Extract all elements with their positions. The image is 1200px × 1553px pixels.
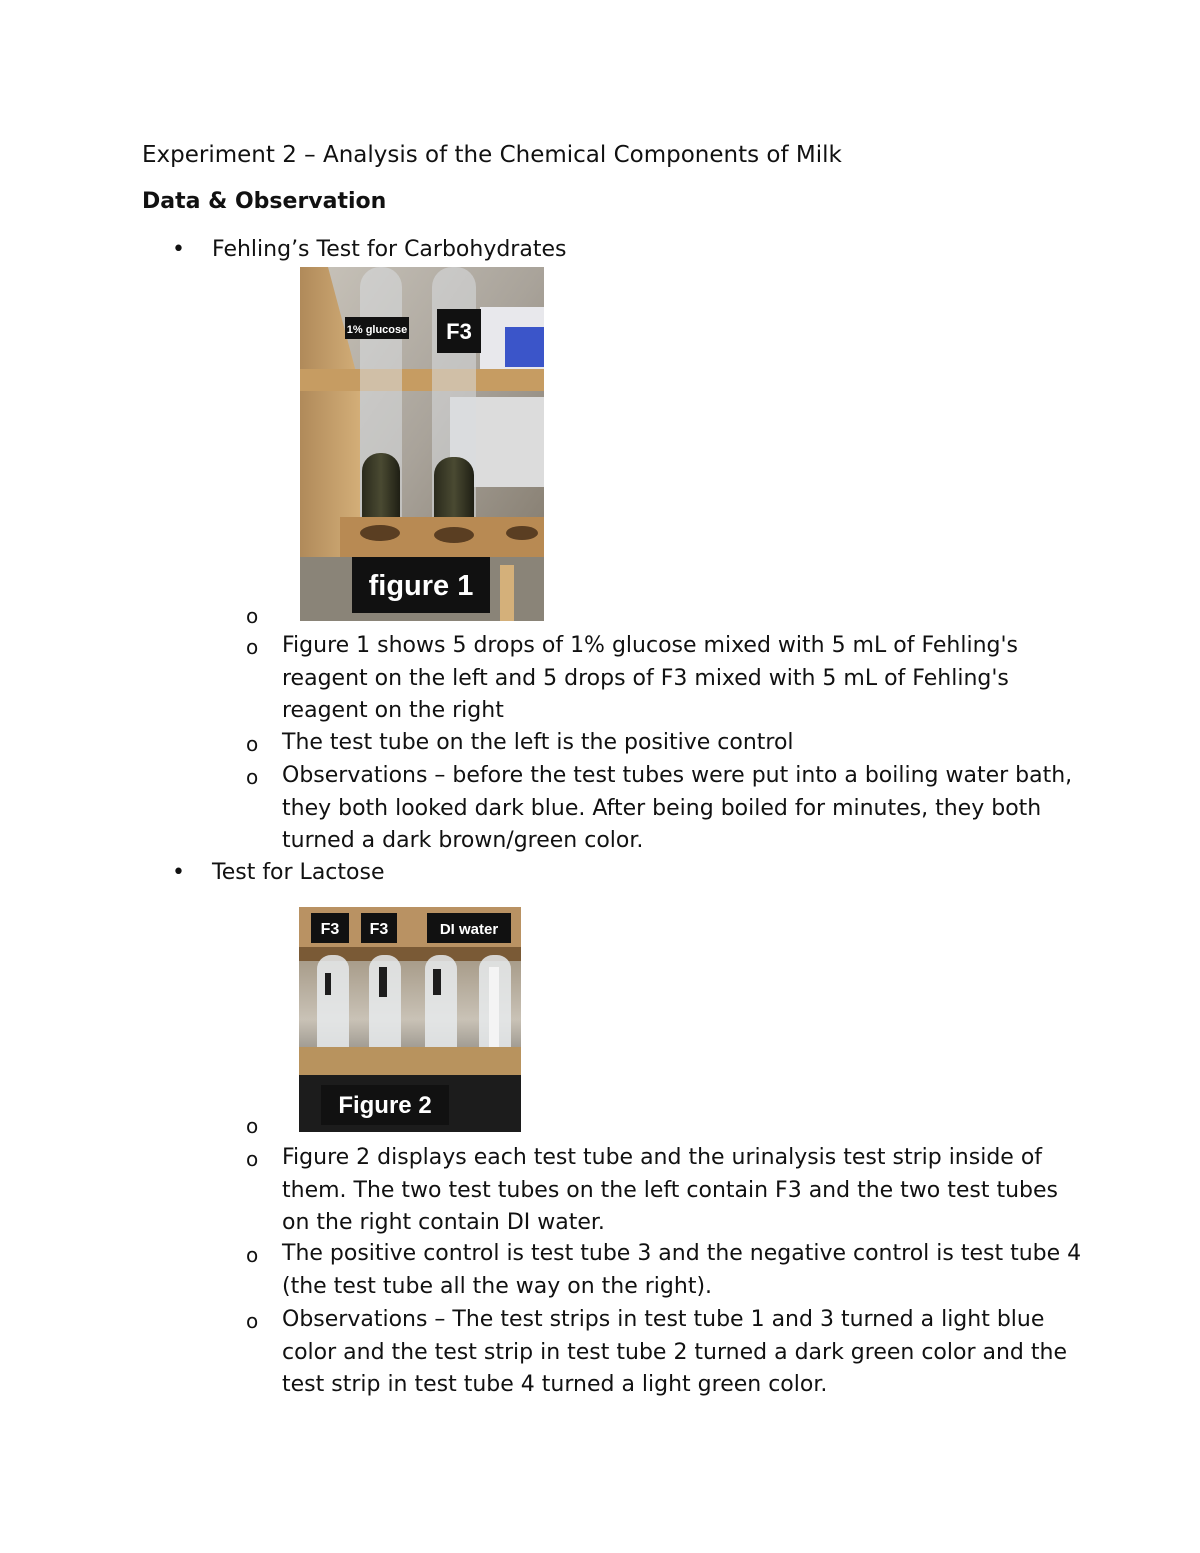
list-item: Figure 1 shows 5 drops of 1% glucose mixed with 5 mL of Fehling's reagent on the left and 5 drops of F3 mixed with 5 mL of Fehling's reagent on the right (282, 633, 1019, 723)
list-item: Observations – The test strips in test tube 1 and 3 turned a light blue color and the test strip in test tube 2 turned a dark green color and the test strip in test tube 4 turned a light green color. (282, 1307, 1067, 1397)
figure-2-caption: Figure 2 (338, 1092, 432, 1119)
section-2-heading: Test for Lactose (212, 860, 385, 885)
list-item: The test tube on the left is the positive control (282, 730, 794, 755)
figure-1-label: 1% glucose (346, 324, 408, 336)
figure-2-image (299, 907, 521, 1132)
list-item: The positive control is test tube 3 and the negative control is test tube 4 (the test tube all the way on the right). (282, 1241, 1082, 1299)
sub-bullet-marker: o (246, 635, 259, 659)
bullet-marker: • (172, 860, 185, 885)
document-title: Experiment 2 – Analysis of the Chemical Components of Milk (142, 142, 842, 168)
figure-1-caption: figure 1 (368, 570, 474, 602)
figure-2-label: F3 (369, 921, 389, 938)
sub-bullet-marker: o (246, 1309, 259, 1333)
sub-bullet-marker: o (246, 1114, 259, 1138)
list-item: Observations – before the test tubes were put into a boiling water bath, they both looked dark blue. After being boiled for minutes, they both turned a dark brown/green color. (282, 763, 1073, 853)
list-item: Figure 2 displays each test tube and the urinalysis test strip inside of them. The two test tubes on the left contain F3 and the two test tubes on the right contain DI water. (282, 1145, 1059, 1235)
sub-bullet-marker: o (246, 1147, 259, 1171)
section-heading: Data & Observation (142, 189, 387, 214)
figure-2-label: F3 (320, 921, 340, 938)
sub-bullet-marker: o (246, 604, 259, 628)
figure-2-label: DI water (439, 921, 499, 938)
sub-bullet-marker: o (246, 765, 259, 789)
sub-bullet-marker: o (246, 732, 259, 756)
bullet-marker: • (172, 237, 185, 262)
figure-1-label: F3 (446, 319, 472, 344)
figure-1-image (300, 267, 544, 621)
sub-bullet-marker: o (246, 1243, 259, 1267)
section-1-heading: Fehling’s Test for Carbohydrates (212, 237, 567, 262)
